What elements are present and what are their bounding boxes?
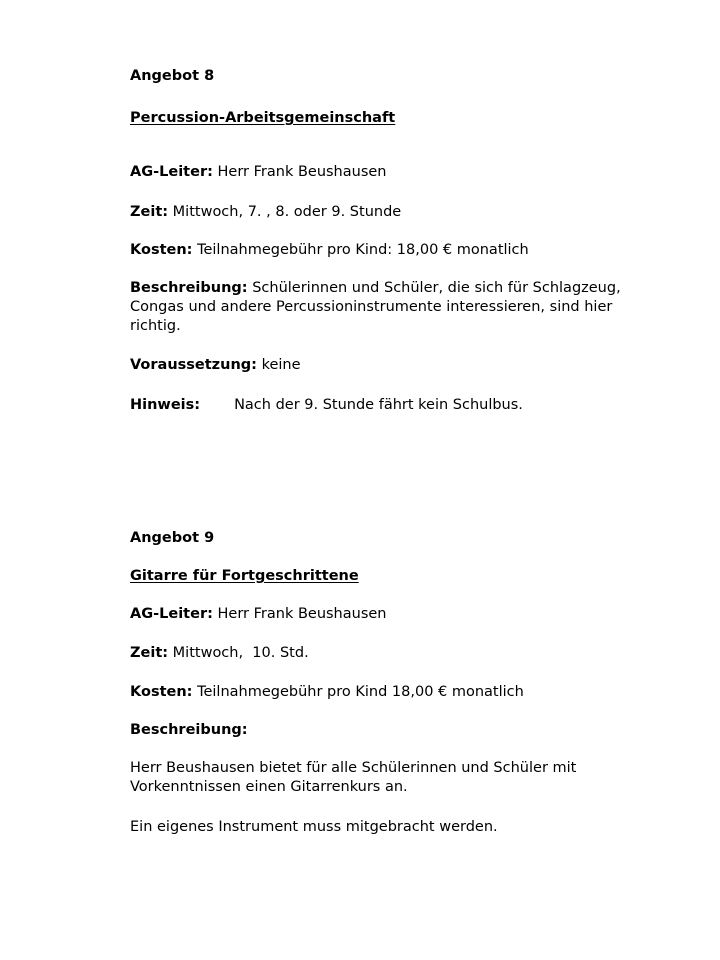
offer8-requirement <box>130 356 301 374</box>
offer9-note: Ein eigenes Instrument muss mitgebracht werden. <box>130 819 498 835</box>
offer8-description-label: Beschreibung: <box>130 280 248 296</box>
offer8-time-label: Zeit: <box>130 204 169 220</box>
offer8-leader-label: AG-Leiter: <box>130 164 213 180</box>
offer8-cost <box>130 241 529 259</box>
offer9-cost <box>130 683 524 701</box>
offer9-leader <box>130 605 387 623</box>
offer9-leader-value: Herr Frank Beushausen <box>217 606 387 622</box>
offer8-hint-value: Nach der 9. Stunde fährt kein Schulbus. <box>234 397 523 413</box>
offer9-cost-label: Kosten: <box>130 684 193 700</box>
offer8-hint-label: Hinweis: <box>130 397 201 413</box>
offer9-time-value: Mittwoch, 10. Std. <box>172 645 309 661</box>
offer8-number: Angebot 8 <box>130 68 215 84</box>
offer8-description <box>130 279 630 336</box>
offer8-requirement-label: Voraussetzung: <box>130 357 257 373</box>
offer8-leader-value: Herr Frank Beushausen <box>217 164 387 180</box>
offer8-time <box>130 203 401 221</box>
offer8-cost-value: Teilnahmegebühr pro Kind: 18,00 € monatlich <box>197 242 529 258</box>
offer8-description-value: Schülerinnen und Schüler, die sich für Schlagzeug, Congas und andere Percussioninstrumente interessieren, sind hier richtig. <box>130 280 621 334</box>
offer9-cost-value: Teilnahmegebühr pro Kind 18,00 € monatlich <box>197 684 524 700</box>
offer8-hint <box>130 396 523 414</box>
offer9-number: Angebot 9 <box>130 530 215 546</box>
offer9-description-value: Herr Beushausen bietet für alle Schülerinnen und Schüler mit Vorkenntnissen einen Gitarrenkurs an. <box>130 760 577 795</box>
offer9-time <box>130 644 309 662</box>
offer9-leader-label: AG-Leiter: <box>130 606 213 622</box>
offer8-requirement-value: keine <box>261 357 301 373</box>
offer9-description-label: Beschreibung: <box>130 722 248 738</box>
offer8-cost-label: Kosten: <box>130 242 193 258</box>
offer9-title: Gitarre für Fortgeschrittene <box>130 568 359 584</box>
offer8-title: Percussion-Arbeitsgemeinschaft <box>130 110 396 126</box>
offer8-time-value: Mittwoch, 7. , 8. oder 9. Stunde <box>172 204 402 220</box>
offer8-leader <box>130 163 387 181</box>
offer9-time-label: Zeit: <box>130 645 169 661</box>
